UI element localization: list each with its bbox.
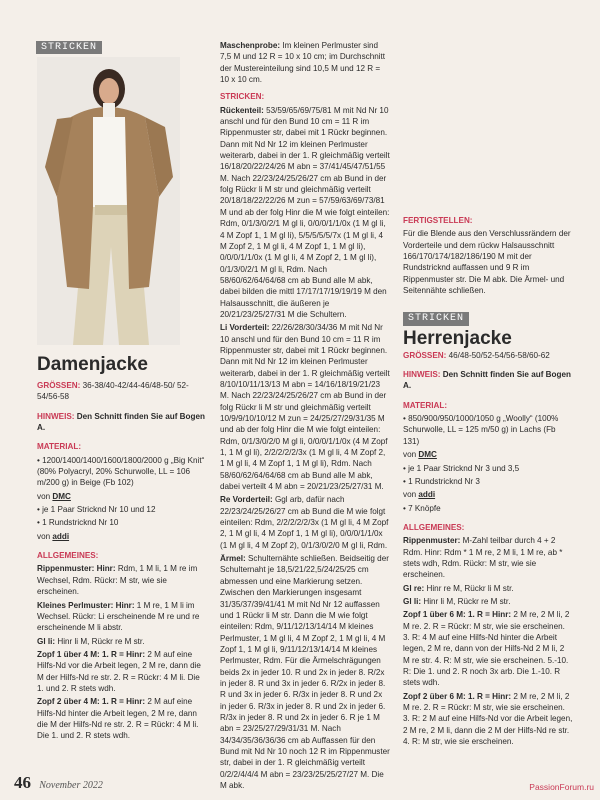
- men-material-circular-needle: • 1 Rundstricknd Nr 3: [403, 476, 480, 486]
- material-circular-needle: • 1 Rundstricknd Nr 10: [37, 518, 119, 528]
- brand-addi: addi: [52, 531, 70, 541]
- pattern-label: Gl li:: [37, 636, 56, 646]
- men-pattern-stockinette: [403, 583, 573, 594]
- men-material-yarn-brand: [403, 449, 573, 460]
- page-footer: [14, 773, 103, 793]
- section-text: 22/26/28/30/34/36 M mit Nd Nr 10 anschl und für den Bund 10 cm = 11 R im Rippenmuster str, dabei mit 1 Rückr beginnen. Dann mit Nd Nr 12 im kleinen Perlmuster weiterarb, dabei in der 1. R gleichmäßig verteilt 8/10/10/11/13/13 M abn = 14/16/18/19/21/23 M. Nach 22/23/24/25/26/27 cm ab Bund in der folg Rückr li M str und gleichmäßig verteilt 10/9/9/10/10/12 M zun = 24/25/27/29/31/35 M und ab der folg Hinr die M wie folgt einteilen: Rdm, 0/1/3/0/2/0 M gl li, 0/0/0/1/1/0x (4 M Zopf 1, 1 M gl li), 2/2/2/2/2/3x (1 M gl li, 4 M Zopf 2, 1 M gl li, 4 M Zopf 1, 1 M gl li), Rdm. Nach 58/60/62/64/64/68 cm ab Bund alle M abk, dabei verteilt 4 M abn = 20/21/23/25/27/31 M.: [220, 323, 390, 492]
- pattern-label: Zopf 1 über 4 M: 1. R = Hinr:: [37, 649, 146, 659]
- men-material-needles: • je 1 Paar Stricknd Nr 3 und 3,5: [403, 463, 520, 473]
- knitting-heading: STRICKEN:: [220, 92, 265, 102]
- pattern-label: Zopf 1 über 6 M: 1. R = Hinr:: [403, 610, 512, 620]
- section-text: Ggl arb, dafür nach 22/23/24/25/26/27 cm ab Bund die M wie folgt einteilen: Rdm, 2/2/2/2/2/3x (1 M gl li, 4 M Zopf 2, 1 M gl li, 4 M Zopf 1, 1 M gl li), 0/0/0/1/1/0x (1 M gl li, 4 M Zopf 2), 0/1/3/0/2/0 M gl li, Rdm.: [220, 495, 389, 550]
- pattern-rib: [37, 563, 207, 597]
- pattern-label: Gl li:: [403, 596, 422, 606]
- hint-line: [37, 411, 207, 434]
- pattern-label: Zopf 2 über 6 M: 1. R = Hinr:: [403, 691, 512, 701]
- sizes-line: [37, 380, 207, 403]
- men-pattern-reverse-stockinette: [403, 596, 573, 607]
- men-pattern-rib: [403, 535, 573, 580]
- men-jacket-title: Herrenjacke: [403, 327, 512, 349]
- section-label: Rückenteil:: [220, 105, 264, 115]
- hint-text: Den Schnitt finden Sie auf Bogen A.: [37, 411, 205, 433]
- men-hint-line: [403, 369, 573, 392]
- sleeves: [220, 553, 390, 791]
- material-heading: MATERIAL:: [37, 442, 82, 452]
- pattern-label: Kleines Perlmuster: Hinr:: [37, 600, 135, 610]
- column-3: [403, 40, 573, 749]
- von-label: von: [403, 490, 417, 500]
- sizes-value: 46/48-50/52-54/56-58/60-62: [448, 350, 550, 360]
- pattern-text: 2 M re, 2 M li, 2 M re. 2. R = Rückr: M str, wie sie erscheinen. 3. R: 4 M auf eine Hilfs-Nd hinter die Arbeit legen, 2 M re, dann von der Hilfs-Nd 2 M li, 2 M re str. 4. R: M str, wie sie erscheinen. 5.-10. R: Die 1. und 2. R noch 3x arb. Die 1.-10. R stets wdh.: [403, 610, 570, 688]
- hint-text: Den Schnitt finden Sie auf Bogen A.: [403, 370, 571, 391]
- section-label: Ärmel:: [220, 554, 246, 564]
- von-label: von: [37, 531, 51, 541]
- pattern-cable-1: [37, 649, 207, 694]
- column-1: [37, 380, 207, 744]
- section-text: 53/59/65/69/75/81 M mit Nd Nr 10 anschl und für den Bund 10 cm = 11 R im Rippenmuster str, dabei mit 1 Rückr beginnen. Dann mit Nd Nr 12 im kleinen Perlmuster weiterarb, dabei in der 1. R gleichmäßig verteilt 16/18/20/22/24/26 M abn = 37/41/45/47/51/55 M. Nach 22/23/24/25/26/27 cm ab Bund in der folg Rückr li M str und gleichmäßig verteilt 20/18/18/22/22/26 M zun = 57/59/63/69/73/81 M und ab der folg Hinr die M wie folgt einteilen: Rdm, 0/1/3/0/2/1 M gl li, 0/0/0/1/1/0x (1 M gl li, 4 M Zopf 1, 1 M gl li), 5/5/5/5/5/7x (1 M gl li, 4 M Zopf 2, 1 M gl li, 4 M Zopf 1, 1 M gl li), 0/0/0/1/1/0x (1 M gl li, 4 M Zopf 2, 1 M gl li), 0/1/3/0/2/1 M gl li, Rdm. Nach 58/60/62/64/64/68 cm ab Bund alle M abk, dabei bilden die mittl 17/17/17/19/19/19 M den Halsausschnitt, die äußeren je 20/21/23/25/27/31 M die Schultern.: [220, 105, 390, 319]
- back-piece: [220, 105, 390, 321]
- section-label: Li Vorderteil:: [220, 323, 270, 333]
- pattern-text: Hinr re M, Rückr li M str.: [426, 583, 514, 593]
- men-material-yarn: • 850/900/950/1000/1050 g „Woolly“ (100% Schurwolle, LL = 125 m/50 g) in Lachs (Fb 131): [403, 414, 559, 446]
- section-text: Schulternähte schließen. Beidseitig der Schulternaht je 18,5/21/22,5/24/25/25 cm abmessen und eine Markierung setzen. Zwischen den Markierungen insgesamt 31/35/37/39/41/41 M mit Nd Nr 12 auffassen und 1 Rückr li M str. Dann die M wie folgt einteilen: Rdm, 9/11/12/13/14/14 M kleines Perlmuster, 1 M gl li, 4 M Zopf 2, 1 M gl li, 4 M Zopf 1, 1 M gl li, 9/11/12/13/14/14 M kleines Perlmuster, Rdm. Für die Ärmelschrägungen beids 2x in jeder 10. R und 2x in jeder 8. R/2x in jeder 8. R und 3x in jeder 6. R/2x in jeder 8. R und 3x in jeder 6. R/3x in jeder 8. R und 2x in jeder 6. R/3x in jeder 8. R und 2x in jeder 6. R/3x in jeder 8. R und 2x in jeder 6. R je 1 M abn = 23/25/27/29/31/31 M. Nach 34/34/35/36/36/36 cm ab Auffassen für den Bund mit Nd Nr 10 noch 12 R im Rippenmuster str, dabei in der 1. R gleichmäßig verteilt 0/2/2/4/4/4 M abn = 23/23/25/25/27/27 M. Die M abk.: [220, 554, 390, 790]
- finishing-heading: FERTIGSTELLEN:: [403, 216, 473, 225]
- gauge-text: Im kleinen Perlmuster sind 7,5 M und 12 R = 10 x 10 cm; im Durchschnitt der Mustereinteilung sind 10,5 M und 12 R = 10 x 10 cm.: [220, 41, 386, 85]
- material-needles: • je 1 Paar Stricknd Nr 10 und 12: [37, 505, 156, 515]
- pattern-reverse-stockinette: [37, 636, 207, 647]
- hint-label: HINWEIS:: [403, 370, 441, 380]
- sizes-label: GRÖSSEN:: [403, 350, 447, 360]
- pattern-text: 1 M re, 1 M li im Wechsel. Rückr: Li erscheinende M re und re erscheinende M li abstr.: [37, 600, 200, 633]
- brand-dmc: DMC: [52, 491, 71, 501]
- pattern-text: 2 M re, 2 M li, 2 M re. 2. R = Rückr: M str, wie sie erscheinen. 3. R: 2 M auf eine Hilfs-Nd vor die Arbeit legen, 2 M re, 2 M li, dann die 2 M der Hilfs-Nd re str. 4. R: M str, wie sie erscheinen.: [403, 691, 573, 747]
- sizes-value: 36-38/40-42/44-46/48-50/ 52-54/56-58: [37, 381, 189, 402]
- von-label: von: [37, 491, 51, 501]
- pattern-text: Hinr li M, Rückr re M str.: [423, 596, 511, 606]
- men-sizes-line: [403, 350, 573, 361]
- sizes-label: GRÖSSEN:: [37, 381, 81, 390]
- women-jacket-title-block: [37, 354, 148, 376]
- pattern-text: M-Zahl teilbar durch 4 + 2 Rdm. Hinr: Rdm * 1 M re, 2 M li, 1 M re, ab * stets wdh, Rdm. Rückr: M str, wie sie erscheinen.: [403, 536, 563, 580]
- pattern-label: Gl re:: [403, 583, 425, 593]
- right-front: [220, 494, 390, 551]
- pattern-text: Rdm, 1 M li, 1 M re im Wechsel, Rdm. Rückr: M str, wie sie erscheinen.: [37, 564, 198, 597]
- men-pattern-cable-1: [403, 609, 573, 688]
- material-yarn: • 1200/1400/1400/1600/1800/2000 g „Big Knit“ (80% Polyacryl, 20% Schurwolle, LL = 106 m/200 g) in Beige (Fb 102): [37, 455, 205, 488]
- pattern-cable-2: [37, 696, 207, 741]
- pattern-label: Rippenmuster:: [403, 536, 461, 546]
- page-title: Damenjacke: [37, 354, 148, 375]
- watermark: PassionForum.ru: [529, 782, 594, 792]
- men-pattern-cable-2: [403, 691, 573, 748]
- pattern-text: Hinr li M, Rückr re M str.: [57, 636, 145, 646]
- brand-dmc: DMC: [418, 450, 437, 460]
- pattern-text: 2 M auf eine Hilfs-Nd vor die Arbeit legen, 2 M re, dann die M der Hilfs-Nd re str. 2. R = Rückr: 4 M li. Die 1. und 2. R stets wdh.: [37, 649, 201, 693]
- section-label: Re Vorderteil:: [220, 495, 273, 505]
- material-needle-brand: [37, 531, 207, 542]
- men-material-heading: MATERIAL:: [403, 400, 448, 410]
- pattern-text: 2 M auf eine Hilfs-Nd hinter die Arbeit legen, 2 M re, dann die M der Hilfs-Nd re str. 2. R = Rückr: 4 M li. Die 1. und 2. R stets wdh.: [37, 697, 199, 741]
- men-general-heading: ALLGEMEINES:: [403, 522, 465, 532]
- column-2: [220, 40, 390, 793]
- gauge-label: Maschenprobe:: [220, 41, 281, 50]
- men-material-buttons: • 7 Knöpfe: [403, 503, 441, 513]
- men-jacket-header: [403, 312, 573, 349]
- model-photo-image: [37, 57, 180, 345]
- pattern-seed: [37, 600, 207, 634]
- von-label: von: [403, 450, 417, 460]
- finishing-text: Für die Blende aus den Verschlussrändern der Vorderteile und dem rückw Halsausschnitt 166/170/174/182/186/190 M mit der Rundstricknd auffassen und 9 R im Rippenmuster str. Die M abk. Die Ärmel- und Seitennähte schließen.: [403, 229, 571, 296]
- section-tag: STRICKEN: [36, 41, 102, 54]
- gauge: [220, 40, 390, 85]
- pattern-label: Rippenmuster: Hinr:: [37, 564, 116, 574]
- left-front: [220, 322, 390, 492]
- men-material-needle-brand: [403, 489, 573, 500]
- general-heading: ALLGEMEINES:: [37, 551, 99, 561]
- page-number: 46: [14, 773, 31, 792]
- hint-label: HINWEIS:: [37, 411, 75, 421]
- section-tag: STRICKEN: [403, 312, 469, 325]
- material-yarn-brand: [37, 491, 207, 502]
- brand-addi: addi: [418, 490, 436, 500]
- issue-month: November 2022: [39, 780, 103, 791]
- pattern-label: Zopf 2 über 4 M: 1. R = Hinr:: [37, 697, 146, 707]
- model-photo: [37, 57, 180, 345]
